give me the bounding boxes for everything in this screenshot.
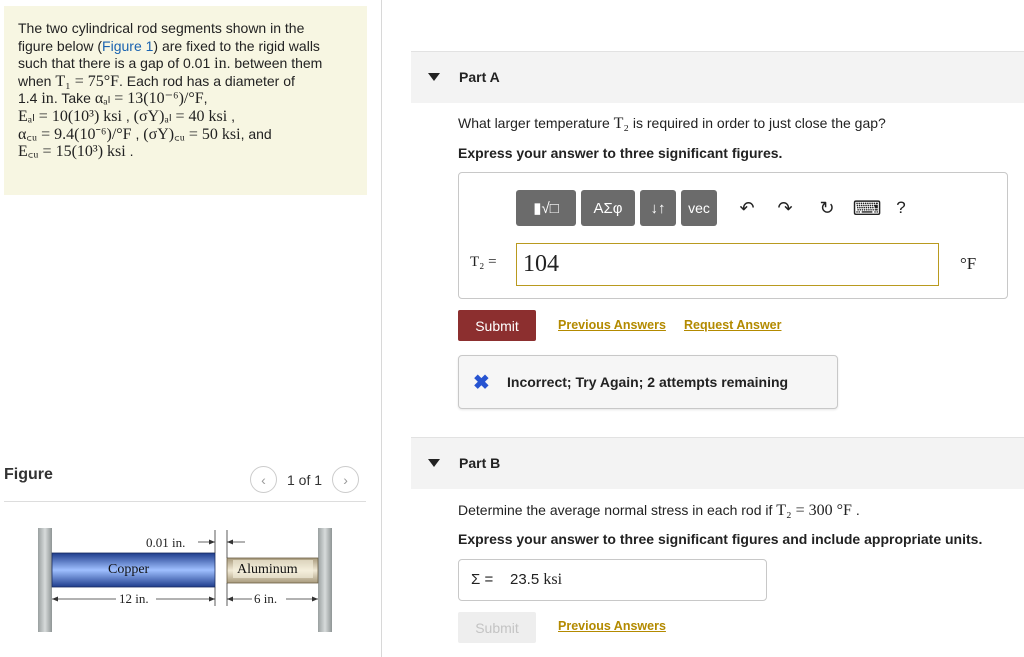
sigma-answer-value[interactable] [510,571,562,589]
sigma-value: 23.5 [510,571,540,588]
problem-text: such that there is a gap of 0.01 [18,55,211,72]
feedback-box [458,355,838,409]
keyboard-icon[interactable]: ⌨ [852,197,882,220]
part-a-question [458,115,886,133]
part-a-previous-answers-link[interactable]: Previous Answers [558,318,666,332]
e-cu: E꜀ᵤ = 15(10³) ksi [18,143,126,161]
question-expr: T₂ = 300 °F [776,502,852,519]
alpha-cu: α꜀ᵤ = 9.4(10⁻⁶)/°F [18,125,132,143]
part-b-instruction: Express your answer to three significant figures and include appropriate units. [458,531,983,547]
part-a-submit-button[interactable]: Submit [458,310,536,341]
problem-line-8: E꜀ᵤ = 15(10³) ksi . [18,143,134,161]
math-toolbar [516,190,914,226]
column-divider [381,0,382,657]
problem-text: ) are fixed to the rigid walls [153,37,320,54]
part-a-title: Part A [459,69,500,85]
question-var: T₂ [613,115,629,132]
undo-icon[interactable]: ↶ [739,197,755,218]
problem-line-4 [18,73,355,91]
question-text: Determine the average normal stress in each rod if [458,502,773,518]
aluminum-length-label: 6 in. [254,591,278,606]
vec-button[interactable]: vec [681,190,717,226]
gap-label: 0.01 in. [146,535,186,550]
problem-line-1: The two cylindrical rod segments shown in the [18,20,305,36]
gap-unit: in [214,55,227,73]
collapse-triangle-icon[interactable] [428,459,440,467]
feedback-message: Incorrect; Try Again; 2 attempts remaining [507,374,789,390]
left-wall [38,528,52,632]
t2-answer-input[interactable]: 104 [516,243,939,286]
figure-link[interactable]: Figure 1 [102,37,154,54]
part-b-answer-box[interactable] [458,559,767,601]
greek-button[interactable]: ΑΣφ [581,190,635,226]
right-wall [318,528,332,632]
incorrect-x-icon: ✖ [473,372,490,394]
part-b-header[interactable] [411,437,1024,489]
sigma-unit: ksi [543,571,563,588]
t1-expression: T₁ = 75°F [55,72,120,90]
redo-icon[interactable]: ↷ [777,197,793,218]
request-answer-link[interactable]: Request Answer [684,318,782,332]
problem-text: when [18,72,52,89]
part-b-question [458,502,860,520]
problem-line-7: α꜀ᵤ = 9.4(10⁻⁶)/°F , (σY)꜀ᵤ = 50 ksi, and [18,125,272,143]
e-al: Eₐₗ = 10(10³) ksi [18,107,122,125]
page-indicator: 1 of 1 [287,471,323,488]
question-text: is required in order to just close the gap? [632,115,886,131]
question-text: . [855,502,860,518]
problem-text: figure below ( [18,37,103,54]
problem-line-5: 1.4 in. Take αₐₗ = 13(10⁻⁶)/°F, [18,90,208,108]
problem-text: . between them [226,55,323,72]
t2-input-label: T₂ = [470,254,497,270]
reset-icon[interactable]: ↻ [819,197,835,218]
part-a-instruction: Express your answer to three significant figures. [458,145,783,161]
alpha-al: αₐₗ = 13(10⁻⁶)/°F [94,90,204,108]
rod-figure [30,520,340,640]
sigma-cu: (σY)꜀ᵤ = 50 ksi [143,125,241,143]
part-a-header[interactable] [411,51,1024,103]
copper-label: Copper [108,562,150,577]
figure-separator [4,501,366,502]
problem-text: 1.4 [18,90,38,107]
problem-line-2 [18,38,355,56]
t2-unit: °F [960,254,977,273]
help-button[interactable]: ? [896,198,906,217]
question-text: What larger temperature [458,115,610,131]
problem-text: . Take [53,90,91,107]
collapse-triangle-icon[interactable] [428,73,440,81]
arrows-button[interactable]: ↓↑ [640,190,676,226]
rod-diagram [30,520,340,640]
prev-figure-button[interactable]: ‹ [250,466,277,493]
aluminum-label: Aluminum [237,562,298,577]
figure-title: Figure [4,466,53,483]
problem-line-3 [18,55,355,73]
problem-line-6: Eₐₗ = 10(10³) ksi , (σY)ₐₗ = 40 ksi , [18,107,235,125]
sigma-input-label: Σ = [471,571,494,588]
copper-length-label: 12 in. [119,591,149,606]
sigma-al: (σY)ₐₗ = 40 ksi [133,107,228,125]
part-b-title: Part B [459,455,501,471]
diameter-unit: in [41,90,54,108]
templates-button[interactable]: ▮√□ [516,190,576,226]
figure-pager [250,466,359,493]
problem-statement [4,6,367,195]
problem-text: , and [240,125,272,142]
problem-text: . Each rod has a diameter of [119,72,295,89]
next-figure-button[interactable]: › [332,466,359,493]
part-b-previous-answers-link[interactable]: Previous Answers [558,619,666,633]
part-b-submit-button[interactable]: Submit [458,612,536,643]
